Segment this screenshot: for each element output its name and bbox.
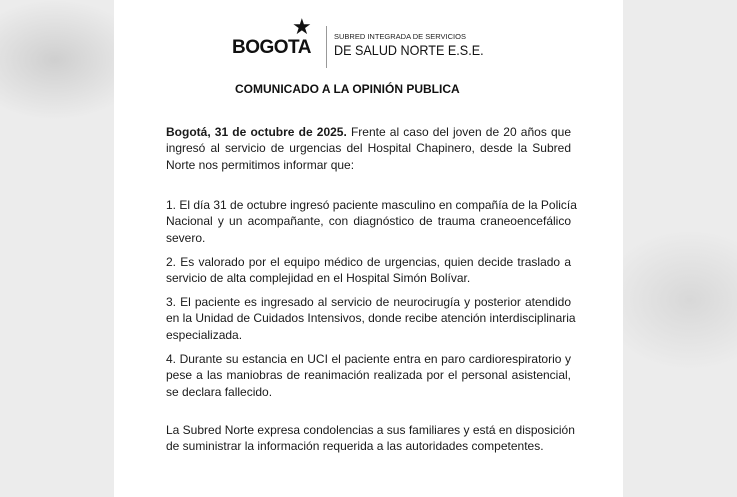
- text-line: 1. El día 31 de octubre ingresó paciente masculino en compañía de la Policía: [166, 198, 577, 212]
- point-1: [166, 197, 577, 246]
- intro-paragraph: [166, 124, 571, 173]
- text-line: 4. Durante su estancia en UCI el paciente entra en paro cardiorespiratorio y: [166, 352, 571, 366]
- text-line: Frente al caso del joven de 20 años que: [346, 125, 571, 139]
- point-4: [166, 351, 571, 400]
- text-line: en la Unidad de Cuidados Intensivos, donde recibe atención interdisciplinaria: [166, 311, 576, 326]
- text-line: 2. Es valorado por el equipo médico de urgencias, quien decide traslado a: [166, 255, 571, 269]
- subred-norte-logo: [232, 14, 492, 62]
- logo-city: BOGOTA: [232, 37, 311, 58]
- text-line: servicio de alta complejidad en el Hospital Simón Bolívar.: [166, 271, 471, 286]
- text-line: de suministrar la información requerida a las autoridades competentes.: [166, 439, 544, 454]
- date-line: Bogotá, 31 de octubre de 2025.: [166, 125, 347, 139]
- text-line: Nacional y un acompañante, con diagnóstico de trauma craneoencefálico: [166, 214, 571, 229]
- text-line: Norte nos permitimos informar que:: [166, 157, 355, 172]
- point-3: [166, 294, 576, 343]
- text-line: La Subred Norte expresa condolencias a sus familiares y está en disposición: [166, 423, 575, 437]
- logo-line2: DE SALUD NORTE E.S.E.: [334, 42, 484, 58]
- text-line: severo.: [166, 230, 206, 245]
- text-line: se declara fallecido.: [166, 384, 273, 399]
- logo-divider: [326, 26, 327, 68]
- star-icon: ★: [292, 14, 312, 39]
- document-page: [114, 0, 623, 497]
- document-title: COMUNICADO A LA OPINIÓN PUBLICA: [235, 82, 460, 96]
- closing-paragraph: [166, 422, 575, 455]
- logo-line1: SUBRED INTEGRADA DE SERVICIOS: [334, 32, 466, 41]
- text-line: especializada.: [166, 327, 243, 342]
- text-line: 3. El paciente es ingresado al servicio de neurocirugía y posterior atendido: [166, 295, 571, 309]
- text-line: ingresó al servicio de urgencias del Hospital Chapinero, desde la Subred: [166, 141, 571, 156]
- text-line: pese a las maniobras de reanimación realizada por el personal asistencial,: [166, 368, 571, 383]
- point-2: [166, 254, 571, 287]
